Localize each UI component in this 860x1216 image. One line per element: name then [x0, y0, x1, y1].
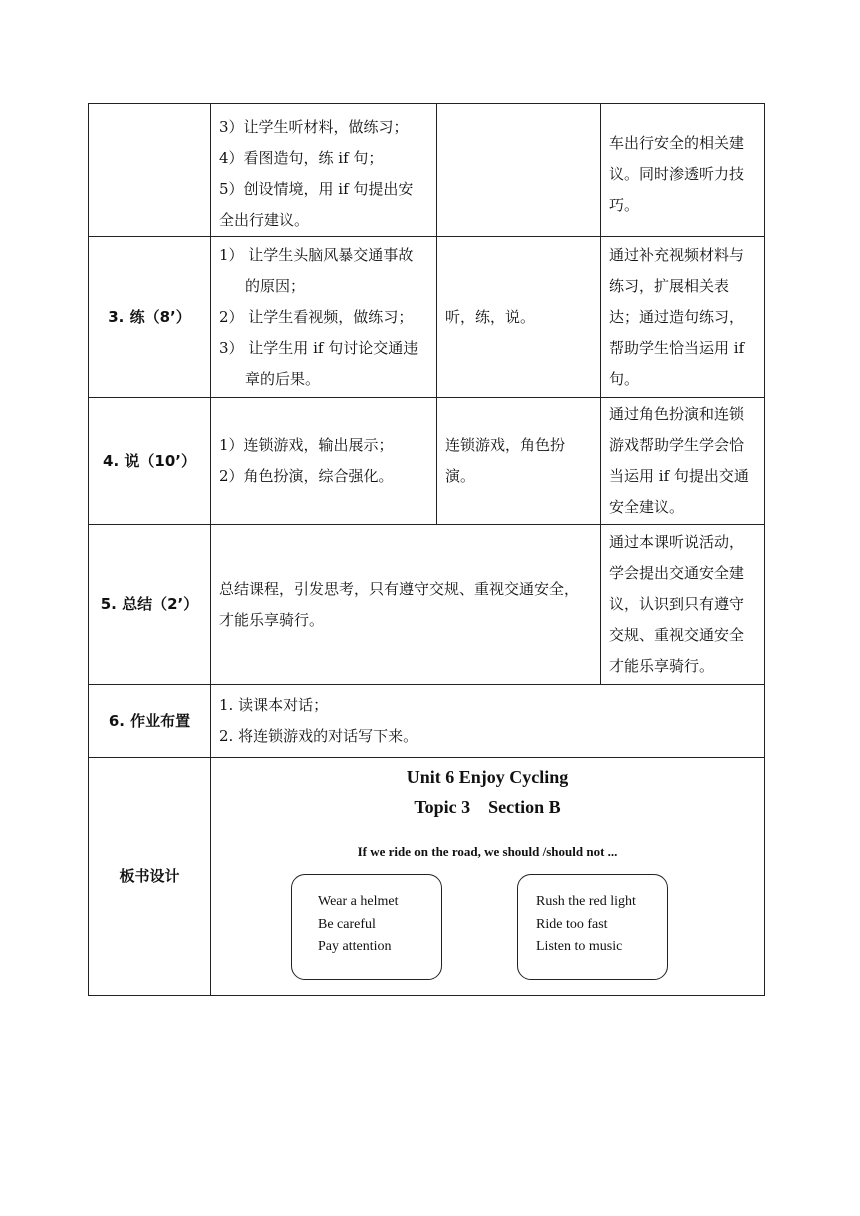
purpose-cell: 车出行安全的相关建议。同时渗透听力技巧。 [601, 104, 765, 237]
board-prompt: If we ride on the road, we should /should not ... [357, 844, 618, 859]
activities-cell [211, 398, 437, 525]
should-item: Pay attention [318, 939, 392, 954]
table-row [89, 758, 765, 996]
should-not-item: Ride too fast [536, 916, 608, 932]
summary-cell: 总结课程，引发思考，只有遵守交规、重视交通安全，才能乐享骑行。 [211, 525, 601, 685]
activity-item: 4）看图造句，练 if 句； [219, 149, 384, 167]
student-activity-cell [437, 104, 601, 237]
board-subtitle: Topic 3 Section B [414, 797, 561, 817]
stage-cell: 3. 练（8’） [89, 237, 211, 398]
stage-cell [89, 104, 211, 237]
lesson-plan-table [88, 103, 765, 996]
activities-cell [211, 237, 437, 398]
purpose-cell: 通过本课听说活动，学会提出交通安全建议，认识到只有遵守交规、重视交通安全才能乐享骑行。 [601, 525, 765, 685]
table-row [89, 398, 765, 525]
table-row [89, 104, 765, 237]
homework-cell [211, 685, 765, 758]
activity-item: 2）角色扮演，综合强化。 [219, 467, 394, 485]
activity-item: 1）连锁游戏，输出展示； [219, 436, 394, 454]
activity-item: 5）创设情境，用 if 句提出安全出行建议。 [219, 180, 414, 229]
activity-item: 1） 让学生头脑风暴交通事故的原因； [219, 245, 414, 295]
activities-cell [211, 104, 437, 237]
should-box [291, 874, 442, 980]
student-activity-cell: 听，练，说。 [437, 237, 601, 398]
blackboard-design-cell [211, 758, 765, 996]
table-row [89, 685, 765, 758]
homework-item: 1. 读课本对话； [219, 696, 329, 714]
activity-item: 3） 让学生用 if 句讨论交通违章的后果。 [219, 338, 419, 388]
table-row [89, 237, 765, 398]
purpose-cell: 通过角色扮演和连锁游戏帮助学生学会恰当运用 if 句提出交通安全建议。 [601, 398, 765, 525]
should-not-box [517, 874, 668, 980]
homework-item: 2. 将连锁游戏的对话写下来。 [219, 727, 419, 745]
stage-cell: 5. 总结（2’） [89, 525, 211, 685]
board-title: Unit 6 Enjoy Cycling [406, 767, 569, 787]
should-not-item: Rush the red light [536, 894, 636, 909]
stage-cell: 6. 作业布置 [89, 685, 211, 758]
table-row [89, 525, 765, 685]
activity-item: 3）让学生听材料，做练习； [219, 118, 409, 136]
activity-item: 2） 让学生看视频，做练习； [219, 307, 414, 326]
should-item: Wear a helmet [318, 894, 399, 909]
should-not-item: Listen to music [536, 939, 623, 954]
student-activity-cell: 连锁游戏，角色扮演。 [437, 398, 601, 525]
stage-cell: 4. 说（10’） [89, 398, 211, 525]
should-item: Be careful [318, 916, 376, 932]
purpose-cell: 通过补充视频材料与练习，扩展相关表达；通过造句练习，帮助学生恰当运用 if 句。 [601, 237, 765, 398]
stage-cell: 板书设计 [89, 758, 211, 996]
